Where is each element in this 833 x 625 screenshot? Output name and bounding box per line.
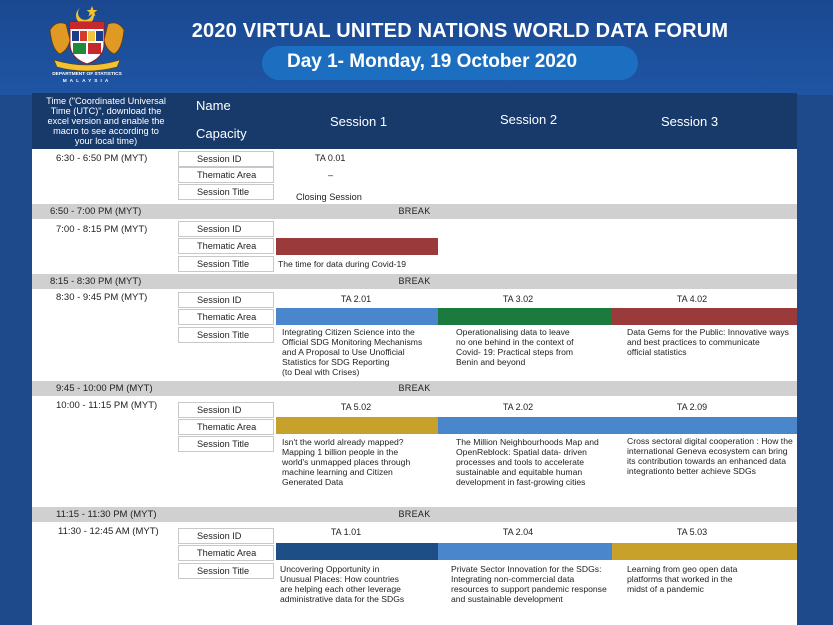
dosm-logo (42, 2, 132, 90)
title-line: sustainable and equitable human (456, 467, 583, 477)
break-label: BREAK (398, 206, 431, 216)
title-line: Learning from geo open data (627, 564, 738, 574)
session-title-label: Session Title (178, 184, 274, 200)
session-id-label: Session ID (178, 292, 274, 308)
session-title (282, 437, 410, 487)
thematic-area-label: Thematic Area (178, 545, 274, 561)
title-line: processes and tools to accelerate (456, 457, 585, 467)
session3-header: Session 3 (661, 114, 719, 129)
title-line: official statistics (627, 347, 687, 357)
session-title-label: Session Title (178, 436, 274, 452)
title-line: Benin and beyond (456, 357, 526, 367)
session-title: Closing Session (296, 192, 362, 202)
session-title (627, 564, 737, 594)
session-title (456, 437, 599, 487)
time-slot: 10:00 - 11:15 PM (MYT) (56, 400, 158, 411)
thematic-bar-blue (438, 543, 612, 560)
thematic-area-label: Thematic Area (178, 309, 274, 325)
thematic-area-label: Thematic Area (178, 419, 274, 435)
title-line: OpenReblock: Spatial data- driven (456, 447, 587, 457)
session-id: TA 2.09 (676, 402, 708, 412)
title-line: machine learning and Citizen (282, 467, 393, 477)
session-title-label: Session Title (178, 256, 274, 272)
break-label: BREAK (398, 276, 431, 286)
title-line: The Million Neighbourhoods Map and (456, 437, 599, 447)
break-row (32, 274, 797, 289)
thematic-bar-red (276, 238, 438, 255)
title-line: Mapping 1 billion people in the (282, 447, 399, 457)
title-line: Data Gems for the Public: Innovative ways (627, 327, 789, 337)
time-header-line: Time (UTC)", download the (50, 106, 162, 116)
title-line: world's unmapped places through (282, 457, 411, 467)
thematic-bar-gold (276, 417, 438, 434)
break-row (32, 381, 797, 396)
time-header-line: excel version and enable the (47, 116, 165, 126)
title-line: Uncovering Opportunity in (280, 564, 380, 574)
title-line: development in fast-growing cities (456, 477, 586, 487)
break-time: 9:45 - 10:00 PM (MYT) (56, 383, 153, 394)
title-line: Operationalising data to leave (456, 327, 570, 337)
session-title (627, 436, 793, 476)
title-line: and A Proposal to Use Unofficial (282, 347, 405, 357)
title-line: Integrating Citizen Science into the (282, 327, 415, 337)
title-line: its contribution towards an enhanced data (627, 456, 787, 466)
title-line: Official SDG Monitoring Mechanisms (282, 337, 423, 347)
session-title (627, 327, 789, 357)
title-line: integrationto better achieve SDGs (627, 466, 756, 476)
thematic-bar-gold (612, 543, 797, 560)
forum-title: 2020 VIRTUAL UNITED NATIONS WORLD DATA FORUM (191, 20, 729, 42)
session-title: The time for data during Covid-19 (278, 259, 407, 269)
session-id: TA 2.01 (340, 294, 372, 304)
session-title (280, 564, 404, 604)
title-line: are helping each other leverage (280, 584, 401, 594)
capacity-header: Capacity (196, 126, 247, 141)
break-time: 11:15 - 11:30 PM (MYT) (56, 509, 157, 520)
title-line: no one behind in the context of (456, 337, 574, 347)
thematic-area-label: Thematic Area (178, 238, 274, 254)
break-row (32, 507, 797, 522)
title-line: administrative data for the SDGs (280, 594, 405, 604)
title-line: platforms that worked in the (627, 574, 733, 584)
session-id: TA 4.02 (676, 294, 708, 304)
dept-line2: MALAYSIA (62, 79, 112, 84)
title-line: and sustainable development (451, 594, 563, 604)
session-id: TA 5.02 (340, 402, 372, 412)
title-line: Unusual Places: How countries (280, 574, 399, 584)
session-title (456, 327, 574, 367)
session-id: TA 0.01 (315, 153, 346, 163)
session-title-label: Session Title (178, 327, 274, 343)
title-line: resources to support pandemic response (451, 584, 607, 594)
session-title (451, 564, 607, 604)
session-id: TA 5.03 (676, 527, 708, 537)
session-id-label: Session ID (178, 151, 274, 167)
time-slot: 8:30 - 9:45 PM (MYT) (56, 292, 148, 303)
time-slot: 7:00 - 8:15 PM (MYT) (56, 224, 148, 235)
session2-header: Session 2 (500, 112, 558, 127)
break-label: BREAK (398, 383, 431, 393)
title-line: Isn't the world already mapped? (282, 437, 404, 447)
break-row (32, 204, 797, 219)
thematic-area-label: Thematic Area (178, 167, 274, 183)
session1-header: Session 1 (330, 114, 388, 129)
time-slot: 11:30 - 12:45 AM (MYT) (58, 526, 159, 537)
schedule-sheet (32, 93, 797, 625)
thematic-bar-red (612, 308, 797, 325)
session-id: TA 1.01 (330, 527, 362, 537)
session-id: TA 2.04 (502, 527, 534, 537)
title-line: and best practices to communicate (627, 337, 760, 347)
day-label: Day 1- Monday, 19 October 2020 (286, 51, 578, 72)
thematic-bar-navy (276, 543, 438, 560)
time-slot: 6:30 - 6:50 PM (MYT) (56, 153, 148, 164)
name-header: Name (196, 98, 231, 113)
title-line: midst of a pandemic (627, 584, 704, 594)
session-id: TA 3.02 (502, 294, 534, 304)
session-title-label: Session Title (178, 563, 274, 579)
time-header-line: Time ("Coordinated Universal (46, 96, 166, 106)
title-line: international Geneva ecosystem can bring (627, 446, 788, 456)
session-title (282, 327, 422, 377)
title-line: Statistics for SDG Reporting (282, 357, 390, 367)
title-line: Covid- 19: Practical steps from (456, 347, 574, 357)
session-id: TA 2.02 (502, 402, 534, 412)
coat-of-arms-icon (42, 2, 132, 72)
thematic-bar-green (438, 308, 612, 325)
title-line: (to Deal with Crises) (282, 367, 360, 377)
break-label: BREAK (398, 509, 431, 519)
time-header-line: your local time) (74, 136, 138, 146)
time-header-line: macro to see according to (53, 126, 159, 136)
title-line: Generated Data (282, 477, 344, 487)
session-id-label: Session ID (178, 221, 274, 237)
title-line: Private Sector Innovation for the SDGs: (451, 564, 602, 574)
time-column-header (34, 96, 178, 146)
thematic-bar-blue (276, 308, 438, 325)
table-header (32, 93, 797, 149)
dept-line1: DEPARTMENT OF STATISTICS (52, 72, 122, 77)
title-line: Integrating non-commercial data (451, 574, 575, 584)
thematic-area-value: – (328, 170, 334, 180)
break-time: 8:15 - 8:30 PM (MYT) (50, 276, 142, 287)
title-line: Cross sectoral digital cooperation : How the (627, 436, 793, 446)
break-time: 6:50 - 7:00 PM (MYT) (50, 206, 142, 217)
session-id-label: Session ID (178, 402, 274, 418)
session-id-label: Session ID (178, 528, 274, 544)
thematic-bar-blue (438, 417, 797, 434)
